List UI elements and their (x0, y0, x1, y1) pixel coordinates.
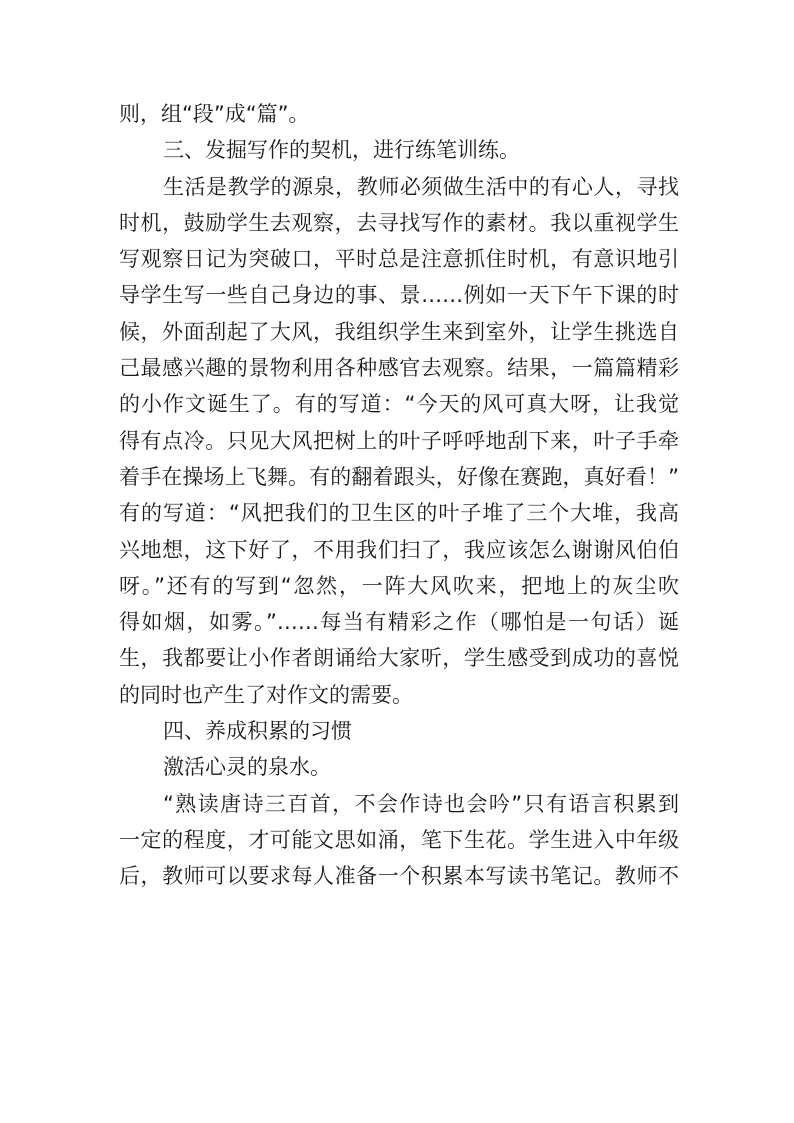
text-line: 着手在操场上飞舞。有的翻着跟头，好像在赛跑，真好看！” (119, 464, 679, 489)
text-line: 写观察日记为突破口，平时总是注意抓住时机，有意识地引 (119, 247, 679, 272)
body-text (119, 96, 679, 895)
text-line: 一定的程度，才可能文思如涌，笔下生花。学生进入中年级 (119, 827, 679, 852)
text-line: 的小作文诞生了。有的写道：“今天的风可真大呀，让我觉 (119, 392, 679, 417)
paragraph-first-line: 生活是教学的源泉，教师必须做生活中的有心人，寻找 (163, 174, 679, 199)
text-line: 后，教师可以要求每人准备一个积累本写读书笔记。教师不 (119, 864, 679, 889)
text-line: 得如烟，如雾。”……每当有精彩之作（哪怕是一句话）诞 (119, 610, 679, 635)
text-line: 则，组“段”成“篇”。 (119, 102, 310, 126)
text-line: 兴地想，这下好了，不用我们扫了，我应该怎么谢谢风伯伯 (119, 537, 679, 562)
text-line: 时机，鼓励学生去观察，去寻找写作的素材。我以重视学生 (119, 210, 679, 235)
text-line: 己最感兴趣的景物利用各种感官去观察。结果，一篇篇精彩 (119, 356, 679, 381)
text-line: 有的写道：“风把我们的卫生区的叶子堆了三个大堆，我高 (119, 501, 679, 526)
text-line: 的同时也产生了对作文的需要。 (119, 682, 413, 707)
text-line: 激活心灵的泉水。 (163, 755, 331, 780)
text-line: 候，外面刮起了大风，我组织学生来到室外，让学生挑选自 (119, 319, 679, 344)
text-line: 得有点冷。只见大风把树上的叶子呼呼地刮下来，叶子手牵 (119, 428, 679, 453)
section-heading: 三、发掘写作的契机，进行练笔训练。 (163, 138, 520, 163)
text-line: 导学生写一些自己身边的事、景……例如一天下午下课的时 (119, 283, 679, 308)
paragraph-first-line: “熟读唐诗三百首，不会作诗也会吟”只有语言积累到 (163, 791, 679, 816)
section-heading: 四、养成积累的习惯 (163, 719, 352, 744)
text-line: 生，我都要让小作者朗诵给大家听，学生感受到成功的喜悦 (119, 646, 679, 671)
text-line: 呀。”还有的写到“忽然，一阵大风吹来，把地上的灰尘吹 (119, 573, 679, 598)
